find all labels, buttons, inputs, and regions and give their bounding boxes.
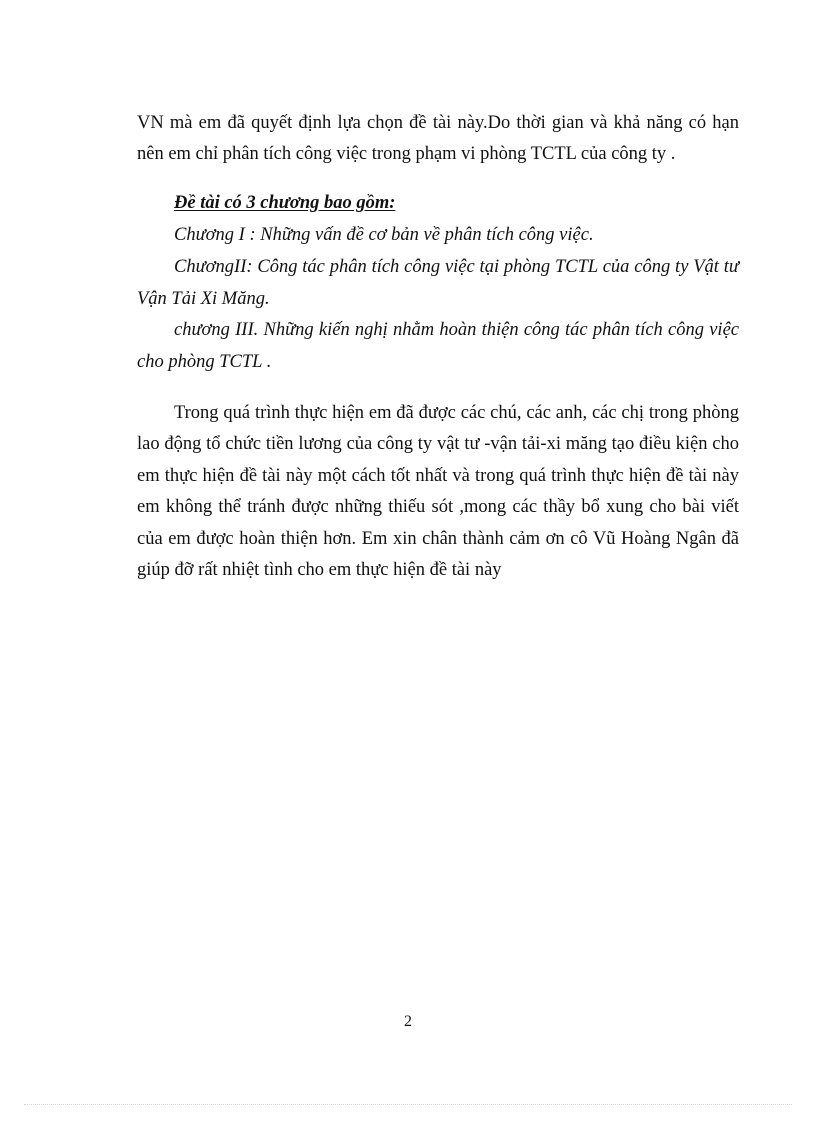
intro-paragraph: VN mà em đã quyết định lựa chọn đề tài này.Do thời gian và khả năng có hạn nên em chỉ phân tích công việc trong phạm vi phòng TCTL của công ty . <box>137 112 739 164</box>
chapter-1-text: Chương I : Những vấn đề cơ bản về phân tích công việc. <box>174 225 594 245</box>
page-number: 2 <box>404 1013 412 1030</box>
page-bottom-divider <box>24 1104 792 1105</box>
acknowledgement-paragraph: Trong quá trình thực hiện em đã được các chú, các anh, các chị trong phòng lao động tổ chức tiền lương của công ty vật tư -vận tải-xi măng tạo điều kiện cho em thực hiện đề tài này một cách tốt nhất và trong quá trình thực hiện đề tài này em không thể tránh được những thiếu sót ,mong các thầy bổ xung cho bài viết của em được hoàn thiện hơn. Em xin chân thành cảm ơn cô Vũ Hoàng Ngân đã giúp đỡ rất nhiệt tình cho em thực hiện đề tài này <box>137 402 739 580</box>
chapter-3-text: chương III. Những kiến nghị nhằm hoàn thiện công tác phân tích công việc cho phòng TCTL . <box>137 320 739 372</box>
chapter-2-text: ChươngII: Công tác phân tích công việc tại phòng TCTL của công ty Vật tư Vận Tải Xi Măng. <box>137 257 739 309</box>
chapters-heading: Đề tài có 3 chương bao gồm: <box>174 193 396 213</box>
